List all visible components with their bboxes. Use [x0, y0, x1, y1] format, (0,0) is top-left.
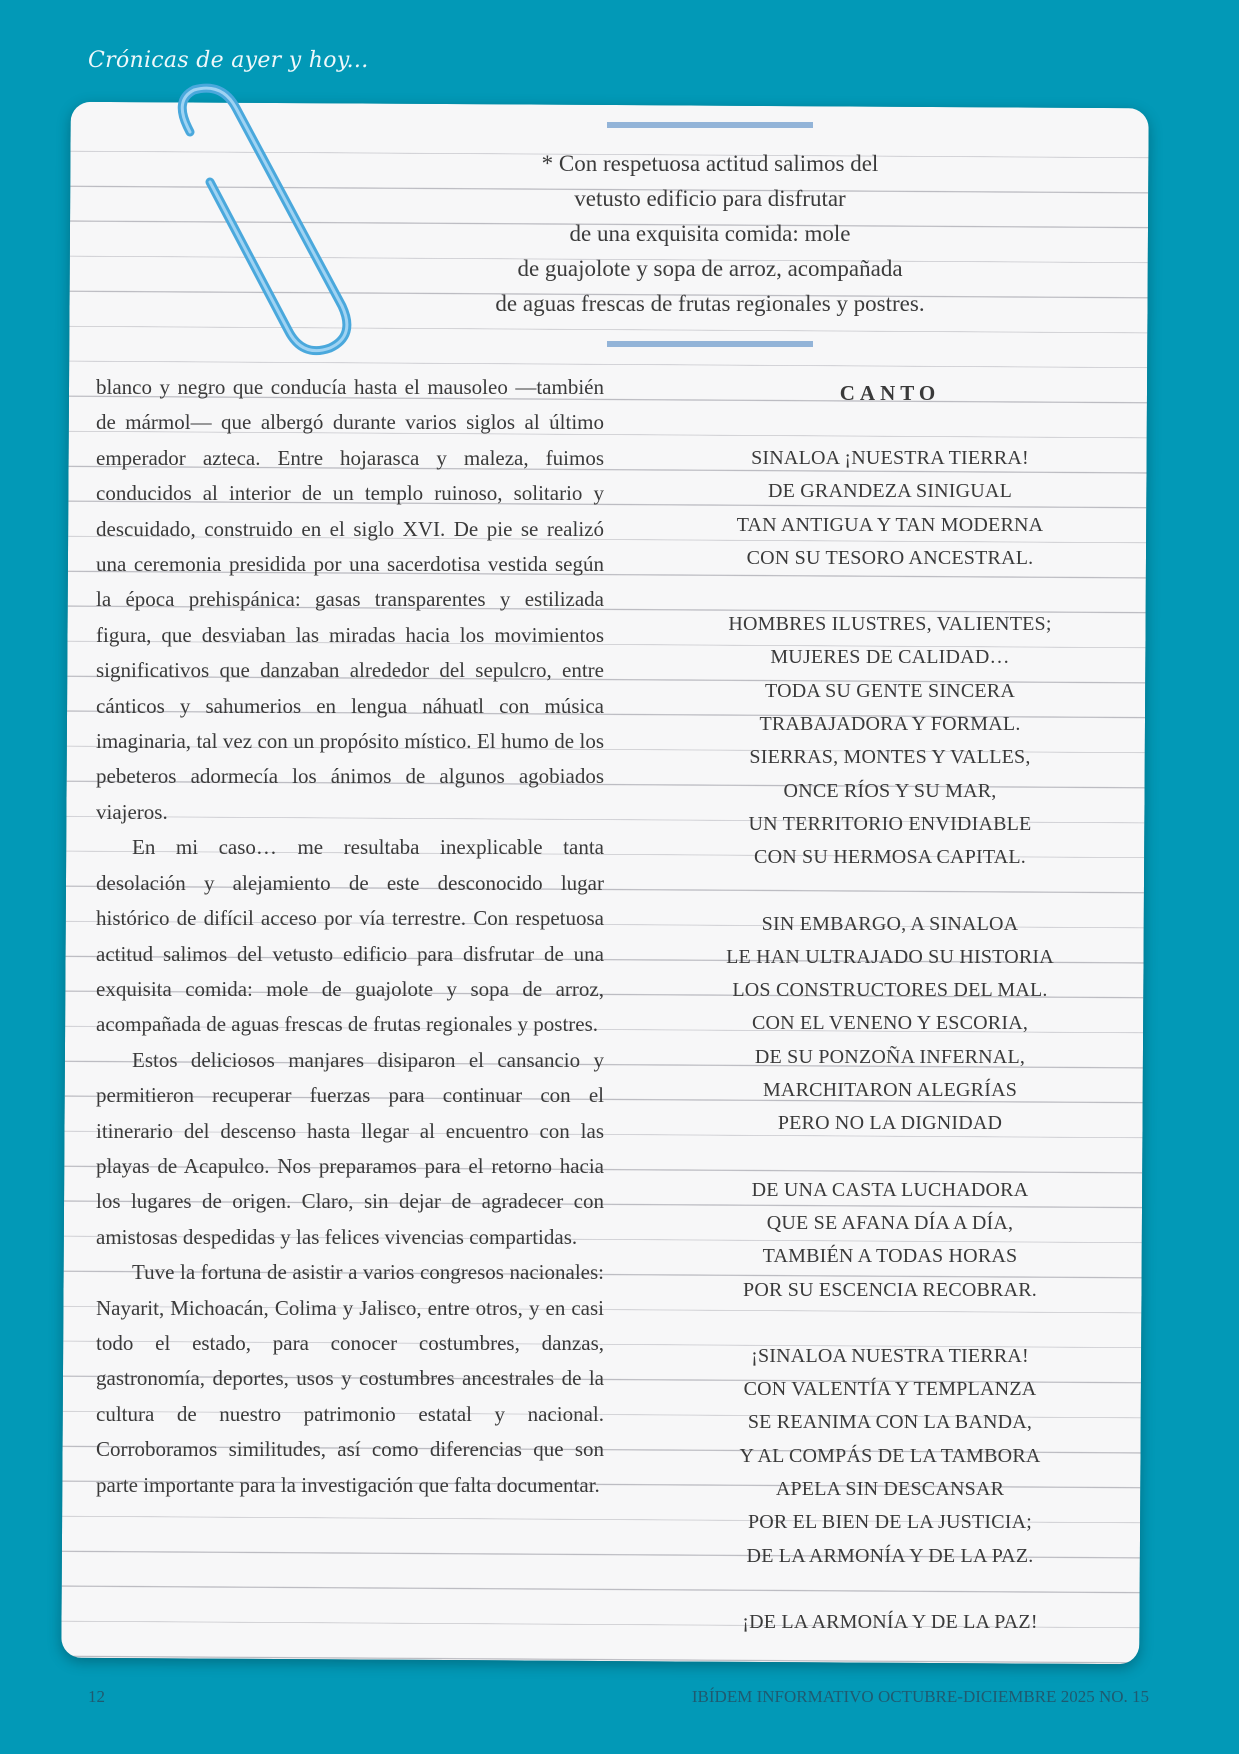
pull-quote-line: * Con respetuosa actitud salimos del — [541, 151, 879, 176]
poem-line: HOMBRES ILUSTRES, VALIENTES; — [728, 613, 1052, 636]
pull-quote-line: de aguas frescas de frutas regionales y postres. — [495, 291, 925, 316]
poem-line: TRABAJADORA Y FORMAL. — [759, 713, 1021, 736]
poem-line: DE GRANDEZA SINIGUAL — [768, 480, 1012, 503]
paperclip-icon — [170, 70, 370, 370]
poem-line: SE REANIMA CON LA BANDA, — [747, 1411, 1033, 1434]
poem-line: SIN EMBARGO, A SINALOA — [761, 912, 1019, 935]
poem-line: DE UNA CASTA LUCHADORA — [751, 1178, 1029, 1201]
poem-line: APELA SIN DESCANSAR — [775, 1478, 1005, 1501]
pull-quote-line: de una exquisita comida: mole — [569, 221, 851, 246]
poem-stanza — [680, 442, 1100, 575]
poem-line: TODA SU GENTE SINCERA — [765, 679, 1015, 702]
poem-line: SINALOA ¡NUESTRA TIERRA! — [751, 447, 1029, 469]
poem-line: UN TERRITORIO ENVIDIABLE — [748, 812, 1032, 835]
publication-footer: IBÍDEM INFORMATIVO OCTUBRE-DICIEMBRE 2025 NO. 15 — [691, 1687, 1149, 1706]
poem-line: LOS CONSTRUCTORES DEL MAL. — [732, 979, 1048, 1002]
poem-title: CANTO — [839, 381, 941, 405]
poem-line: LE HAN ULTRAJADO SU HISTORIA — [726, 945, 1054, 968]
poem-stanza — [680, 1340, 1100, 1573]
poem-line: TAN ANTIGUA Y TAN MODERNA — [736, 513, 1044, 536]
poem-line: DE SU PONZOÑA INFERNAL, — [754, 1045, 1026, 1068]
poem-line: QUE SE AFANA DÍA A DÍA, — [766, 1211, 1014, 1234]
poem-line: POR EL BIEN DE LA JUSTICIA; — [747, 1511, 1033, 1534]
poem-line: Y AL COMPÁS DE LA TAMBORA — [739, 1444, 1041, 1467]
article-paragraph: Tuve la fortuna de asistir a varios congresos nacionales: Nayarit, Michoacán, Colima y Jalisco, entre otros, y en casi todo el estado, para conocer costumbres, danzas, gastronomía, deportes, usos y costumbres ancestrales de la cultura de nuestro patrimonio estatal y nacional. Corroboramos similitudes, así como diferencias que son parte importante para la investigación que falta documentar. — [96, 1260, 604, 1497]
poem-stanza — [680, 608, 1100, 874]
pull-quote-line: vetusto edificio para disfrutar — [574, 186, 846, 211]
poem-line: PERO NO LA DIGNIDAD — [777, 1112, 1003, 1135]
pull-quote-bottom-rule — [607, 341, 813, 347]
poem-line: POR SU ESCENCIA RECOBRAR. — [743, 1278, 1037, 1301]
article-body — [96, 370, 604, 1503]
section-title: Crónicas de ayer y hoy... — [88, 48, 369, 73]
poem-stanza — [680, 1174, 1100, 1307]
poem-line: SIERRAS, MONTES Y VALLES, — [749, 746, 1031, 769]
poem-line: MUJERES DE CALIDAD… — [770, 646, 1010, 669]
poem-line: ¡DE LA ARMONÍA Y DE LA PAZ! — [742, 1610, 1038, 1633]
poem-line: DE LA ARMONÍA Y DE LA PAZ. — [746, 1544, 1034, 1567]
pull-quote — [430, 122, 990, 347]
article-paragraph: Estos deliciosos manjares disiparon el cansancio y permitieron recuperar fuerzas para continuar con el itinerario del descenso hasta llegar al encuentro con las playas de Acapulco. Nos preparamos para el retorno hacia los lugares de origen. Claro, sin dejar de agradecer con amistosas despedidas y las felices vivencias compartidas. — [96, 1047, 604, 1249]
poem-line: CON EL VENENO Y ESCORIA, — [751, 1012, 1029, 1035]
poem-line: TAMBIÉN A TODAS HORAS — [762, 1245, 1018, 1268]
poem-stanza — [680, 1606, 1100, 1639]
page-number: 12 — [88, 1687, 105, 1706]
poem-stanzas — [680, 442, 1100, 1639]
poem-line: MARCHITARON ALEGRÍAS — [762, 1079, 1018, 1102]
article-paragraph: blanco y negro que conducía hasta el mausoleo —también de mármol— que albergó durante varios siglos al último emperador azteca. Entre hojarasca y maleza, fuimos conducidos al interior de un templo ruinoso, solitario y descuidado, construido en el siglo XVI. De pie se realizó una ceremonia presidida por una sacerdotisa vestida según la época prehispánica: gasas transparentes y estilizada figura, que desviaban las miradas hacia los movimientos significativos que danzaban alrededor del sepulcro, entre cánticos y sahumerios en lengua náhuatl con música imaginaria, tal vez con un propósito místico. El humo de los pebeteros adormecía los ánimos de algunos agobiados viajeros. — [96, 375, 604, 824]
pull-quote-top-rule — [607, 122, 813, 128]
poem — [680, 378, 1100, 1672]
poem-line: CON SU HERMOSA CAPITAL. — [754, 846, 1026, 869]
poem-line: ONCE RÍOS Y SU MAR, — [783, 779, 997, 802]
poem-line: CON VALENTÍA Y TEMPLANZA — [743, 1378, 1037, 1401]
pull-quote-text — [430, 146, 990, 321]
poem-line: CON SU TESORO ANCESTRAL. — [746, 546, 1034, 569]
poem-line: ¡SINALOA NUESTRA TIERRA! — [751, 1344, 1029, 1367]
poem-stanza — [680, 908, 1100, 1141]
pull-quote-line: de guajolote y sopa de arroz, acompañada — [517, 256, 903, 281]
article-paragraph: En mi caso… me resultaba inexplicable tanta desolación y alejamiento de este desconocido lugar histórico de difícil acceso por vía terrestre. Con respetuosa actitud salimos del vetusto edificio para disfrutar de una exquisita comida: mole de guajolote y sopa de arroz, acompañada de aguas frescas de frutas regionales y postres. — [96, 835, 604, 1037]
